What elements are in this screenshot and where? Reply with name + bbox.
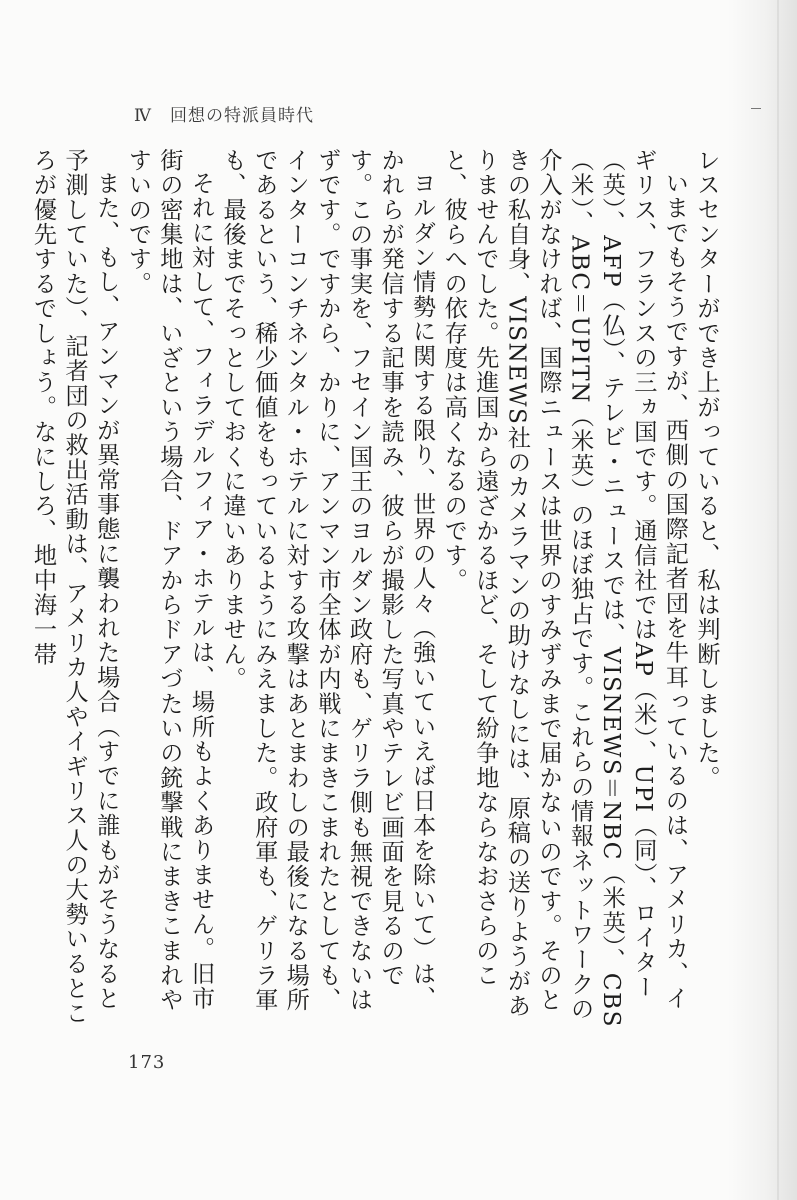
paragraph: ヨルダン情勢に関する限り、世界の人々（強いていえば日本を除いて）は、かれらが発信する記事を読み、彼らが撮影した写真やテレビ画面を見るのです。この事実を、フセイン国王のヨルダン政府も、ゲリラ側も無視できないはずです。ですから、かりに、アンマン市全体が内戦にまきこまれたとしても、インターコンチネンタル・ホテルに対する攻撃はあとまわしの最後になる場所であるという、稀少価値をもっているようにみえました。政府軍も、ゲリラ軍も、最後までそっとしておくに違いありません。	[219, 148, 436, 1013]
paragraph: レスセンターができ上がっていると、私は判断しました。	[693, 148, 720, 791]
page-edge-line	[777, 0, 779, 1200]
page-edge-shadow	[727, 0, 797, 1200]
paragraph: それに対して、フィラデルフィア・ホテルは、場所もよくありません。旧市街の密集地は、いざという場合、ドアからドアづたいの銃撃戦にまきこまれやすいのです。	[124, 148, 215, 1013]
paragraph: いまでもそうですが、西側の国際記者団を牛耳っているのは、アメリカ、イギリス、フランスの三ヵ国です。通信社ではAP（米）、UPI（同）、ロイター（英）、AFP（仏）、テレビ・ニュースでは、VISNEWS＝NBC（米英）、CBS（米）、ABC＝UPITN（米英）のほぼ独占です。これらの情報ネットワークの介入がなければ、国際ニュースは世界のすみずみまで届かないのです。そのときの私自身、VISNEWS社のカメラマンの助けなしには、原稿の送りようがありませんでした。先進国から遠ざかるほど、そして紛争地ならなおさらのこと、彼らへの依存度は高くなるのです。	[440, 148, 689, 1029]
body-text	[29, 148, 722, 1029]
paragraph: また、もし、アンマンが異常事態に襲われた場合（すでに誰もがそうなると予測していた）、記者団の救出活動は、アメリカ人やイギリス人の大勢いるところが優先するでしょう。なにしろ、地中海一帯	[29, 148, 120, 1026]
running-head: Ⅳ 回想の特派員時代	[134, 106, 314, 126]
page-number: 173	[128, 1052, 166, 1073]
margin-tick-mark	[751, 108, 761, 109]
